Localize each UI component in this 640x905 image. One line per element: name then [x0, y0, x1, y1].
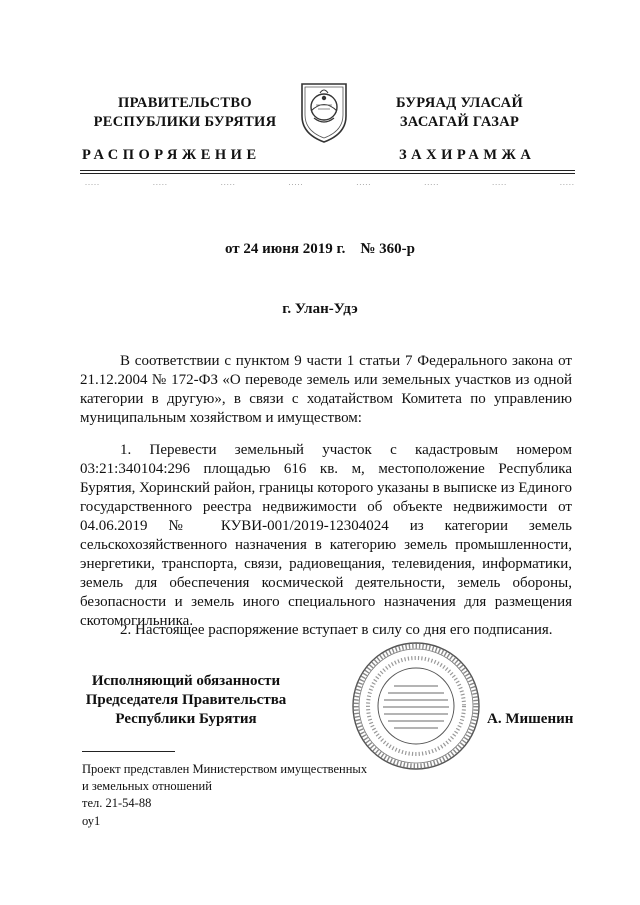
signatory-title: [80, 672, 292, 729]
government-name-line2: РЕСПУБЛИКИ БУРЯТИЯ: [93, 114, 277, 130]
doc-type-russian: РАСПОРЯЖЕНИЕ: [82, 147, 261, 163]
government-name-buryat: [372, 94, 547, 132]
official-round-seal-icon: [350, 640, 482, 772]
footer-line2: и земельных отношений: [82, 779, 212, 793]
header-dotted-line: ..... ..... ..... ..... ..... ..... ..... .....: [85, 178, 575, 187]
signatory-title-line3: Республики Бурятия: [115, 711, 257, 727]
footer-code: оу1: [82, 814, 101, 828]
city: г. Улан-Удэ: [282, 301, 358, 317]
date-and-number: от 24 июня 2019 г. № 360-р: [224, 241, 416, 257]
preamble-paragraph: [80, 352, 572, 428]
republic-buryatia-coat-of-arms-icon: [296, 78, 352, 144]
paragraph-text: В соответствии с пунктом 9 части 1 статьи 7 Федерального закона от 21.12.2004 № 172-ФЗ «О переводе земель или земельных участков из одной категории в другую», в связи с ходатайством Комитета по управлению муниципальным хозяйством и имуществом:: [80, 353, 572, 426]
clause-2-paragraph: [80, 621, 572, 640]
doc-type-buryat: ЗАХИРАМЖА: [399, 147, 536, 163]
signatory-title-line1: Исполняющий обязанности: [91, 673, 281, 689]
government-name-russian: [90, 94, 280, 132]
signatory-title-line2: Председателя Правительства: [85, 692, 287, 708]
paragraph-text: 1. Перевести земельный участок с кадастровым номером 03:21:340104:296 площадью 616 кв. м, местоположение Республика Бурятия, Хоринский район, границы которого указаны в выписке из Единого государственного реестра недвижимости об объекте недвижимости от 04.06.2019 № КУВИ-001/2019-12304024 из категории земель сельскохозяйственного назначения в категорию земель промышленности, энергетики, транспорта, связи, радиовещания, телевидения, информатики, земель для обеспечения космической деятельности, земель обороны, безопасности и земель иного специального назначения для размещения скотомогильника.: [80, 442, 572, 629]
header-rule-thick: [80, 170, 575, 171]
government-name-buryat-line2: ЗАСАГАЙ ГАЗАР: [399, 114, 520, 130]
government-name-buryat-line1: БУРЯАД УЛАСАЙ: [395, 95, 524, 111]
government-name-line1: ПРАВИТЕЛЬСТВО: [118, 95, 252, 111]
signatory-name: А. Мишенин: [487, 711, 574, 727]
footer-rule: [82, 751, 175, 752]
footer-note: [82, 761, 402, 812]
paragraph-text: 2. Настоящее распоряжение вступает в силу со дня его подписания.: [120, 622, 553, 638]
header-rule-thin: [80, 173, 575, 174]
footer-phone: тел. 21-54-88: [82, 796, 152, 810]
clause-1-paragraph: [80, 441, 572, 631]
footer-line1: Проект представлен Министерством имущественных: [82, 762, 368, 776]
